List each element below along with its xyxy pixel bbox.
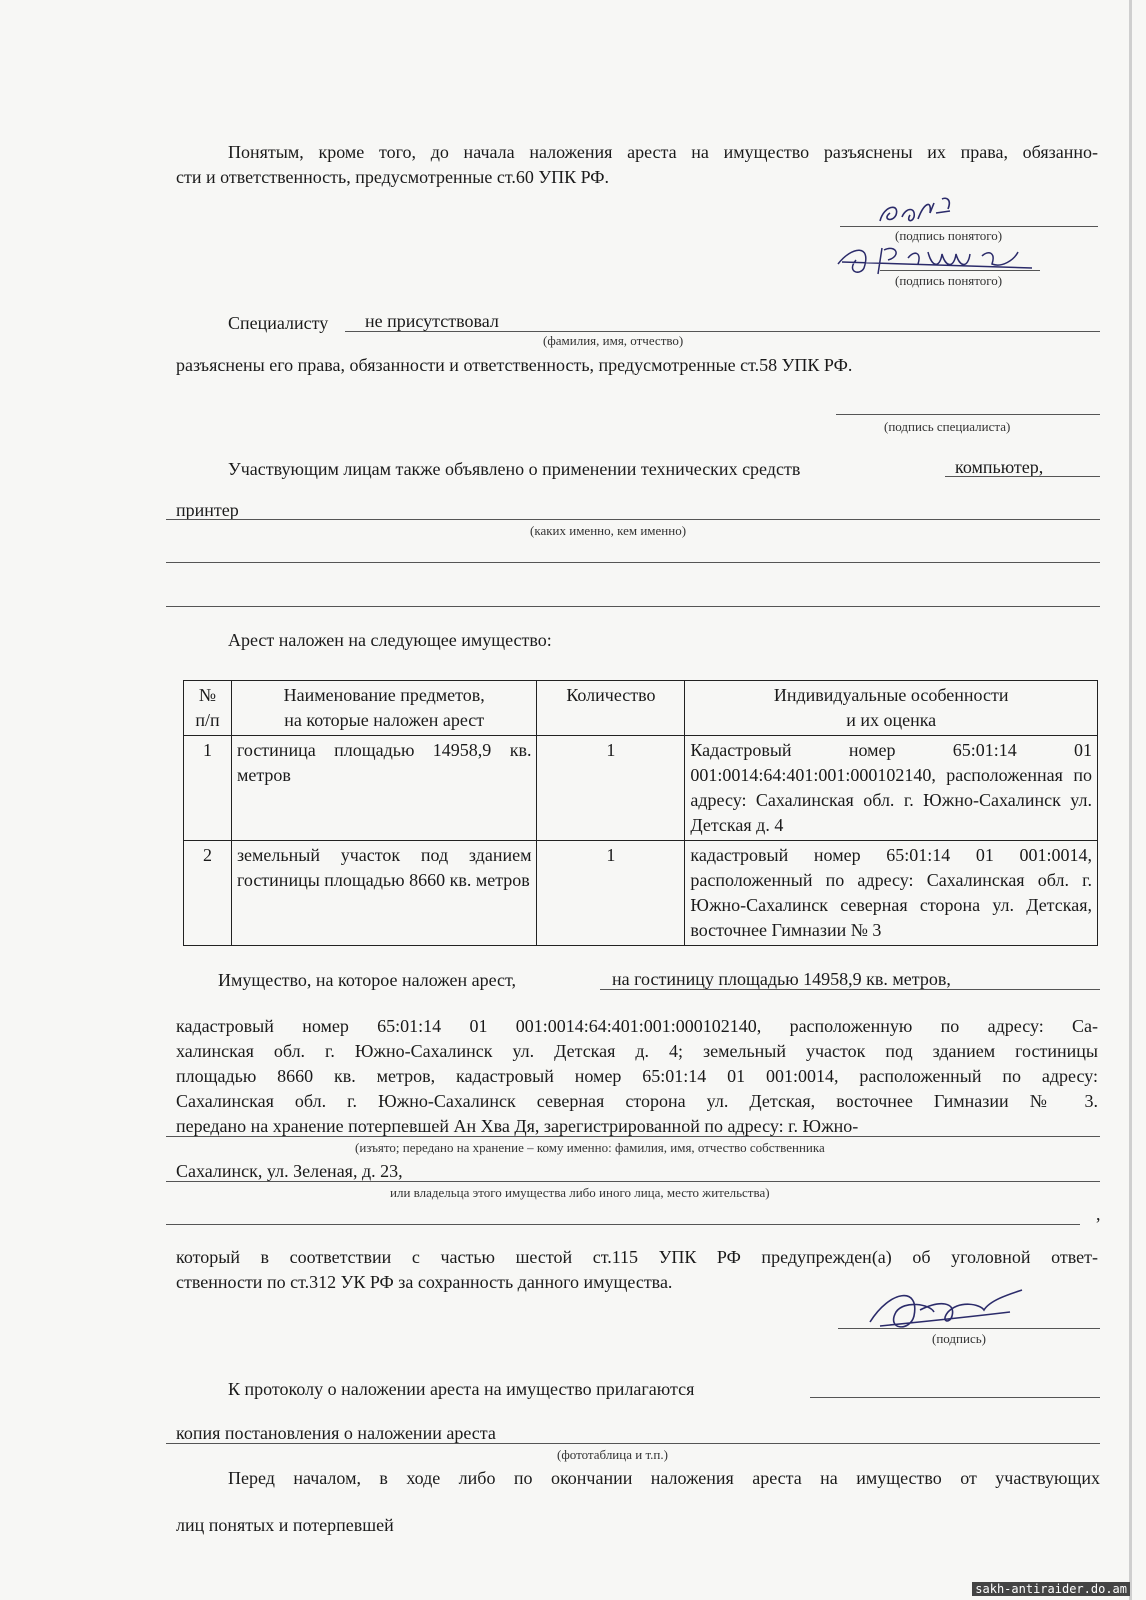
witness-signature-1-line [840,226,1098,227]
statements-line-1: Перед началом, в ходе либо по окончании наложения ареста на имущество от участвующих [228,1468,1100,1488]
tech-means-line-4 [166,606,1100,607]
tech-means-label: Участвующим лицам также объявлено о применении технических средств [228,459,801,479]
cell-features: кадастровый номер 65:01:14 01 001:0014, расположенный по адресу: Сахалинская обл. г. Южно-Сахалинск северная сторона ул. Детская, восточнее Гимназии № 3 [685,841,1098,946]
tech-means-value-1: компьютер, [955,457,1044,477]
tech-means-line-2 [166,519,1100,520]
property-line-l1: кадастровый номер 65:01:14 01 001:0014:64:401:001:000102140, расположенную по адресу: Са- [176,1016,1098,1036]
cell-num: 2 [184,841,232,946]
table-header-row [184,681,1098,736]
header-features: Индивидуальные особенности и их оценка [685,681,1098,736]
property-line-l4: Сахалинская обл. г. Южно-Сахалинск северная сторона ул. Детская, восточнее Гимназии № 3. [176,1091,1098,1111]
witness-signature-2-line [880,270,1040,271]
specialist-value: не присутствовал [365,311,499,331]
cell-qty: 1 [537,736,685,841]
property-line-2 [166,1136,1100,1137]
property-line-l3: площадью 8660 кв. метров, кадастровый номер 65:01:14 01 001:0014, расположенный по адресу: [176,1066,1098,1086]
page-edge [1129,0,1132,1600]
property-value: на гостиницу площадью 14958,9 кв. метров, [612,969,951,989]
specialist-line [345,331,1100,332]
attachments-line-2 [166,1443,1100,1444]
arrested-property-table [183,680,1098,946]
property-line-1 [600,989,1100,990]
specialist-rights-line: разъяснены его права, обязанности и ответственность, предусмотренные ст.58 УПК РФ. [176,355,853,375]
property-caption-2: или владельца этого имущества либо иного лица, место жительства) [390,1185,770,1200]
property-line-l2: халинская обл. г. Южно-Сахалинск ул. Детская д. 4; земельный участок под зданием гостиницы [176,1041,1098,1061]
header-name: Наименование предметов, на которые наложен арест [231,681,537,736]
custodian-signature-caption: (подпись) [932,1331,986,1346]
specialist-signature-line [836,414,1100,415]
cell-num: 1 [184,736,232,841]
header-qty: Количество [537,681,685,736]
property-comma: , [1096,1204,1101,1224]
cell-name: земельный участок под зданием гостиницы площадью 8660 кв. метров [231,841,537,946]
attachments-line-1 [810,1397,1100,1398]
witness-signature-2 [832,238,1042,278]
attachments-label: К протоколу о наложении ареста на имущество прилагаются [228,1379,695,1399]
warning-line-2: ственности по ст.312 УК РФ за сохранность данного имущества. [176,1272,673,1292]
arrest-heading: Арест наложен на следующее имущество: [228,630,552,650]
property-caption-1: (изъято; передано на хранение – кому именно: фамилия, имя, отчество собственника [355,1140,825,1155]
tech-means-value-2: принтер [176,500,239,520]
cell-name: гостиница площадью 14958,9 кв. метров [231,736,537,841]
table-row [184,841,1098,946]
specialist-signature-caption: (подпись специалиста) [884,419,1011,434]
attachments-value: копия постановления о наложении ареста [176,1423,496,1443]
specialist-label: Специалисту [228,313,329,333]
property-line-3 [166,1181,1100,1182]
specialist-caption: (фамилия, имя, отчество) [543,333,684,348]
property-line-4 [166,1224,1080,1225]
warning-line-1: который в соответствии с частью шестой ст.115 УПК РФ предупрежден(а) об уголовной ответ- [176,1247,1098,1267]
cell-qty: 1 [537,841,685,946]
property-line-l6: Сахалинск, ул. Зеленая, д. 23, [176,1161,403,1181]
cell-features: Кадастровый номер 65:01:14 01 001:0014:64:401:001:000102140, расположенная по адресу: Сахалинская обл. г. Южно-Сахалинск ул. Детская д. 4 [685,736,1098,841]
tech-means-line-1 [945,476,1100,477]
statements-line-2: лиц понятых и потерпевшей [176,1515,394,1535]
property-line-l5: передано на хранение потерпевшей Ан Хва Дя, зарегистрированной по адресу: г. Южно- [176,1116,859,1136]
attachments-caption: (фототаблица и т.п.) [557,1447,668,1462]
table-row [184,736,1098,841]
header-num: № п/п [184,681,232,736]
watermark: sakh-antiraider.do.am [972,1582,1130,1596]
tech-means-line-3 [166,562,1100,563]
witness-signature-2-caption: (подпись понятого) [895,273,1003,288]
custodian-signature-line [838,1328,1100,1329]
witness-signature-1-caption: (подпись понятого) [895,228,1003,243]
tech-means-caption: (каких именно, кем именно) [530,523,687,538]
witness-rights-line-1: Понятым, кроме того, до начала наложения ареста на имущество разъяснены их права, обязанно- [228,142,1098,162]
witness-rights-line-2: сти и ответственность, предусмотренные ст.60 УПК РФ. [176,167,610,187]
property-label: Имущество, на которое наложен арест, [218,970,517,990]
